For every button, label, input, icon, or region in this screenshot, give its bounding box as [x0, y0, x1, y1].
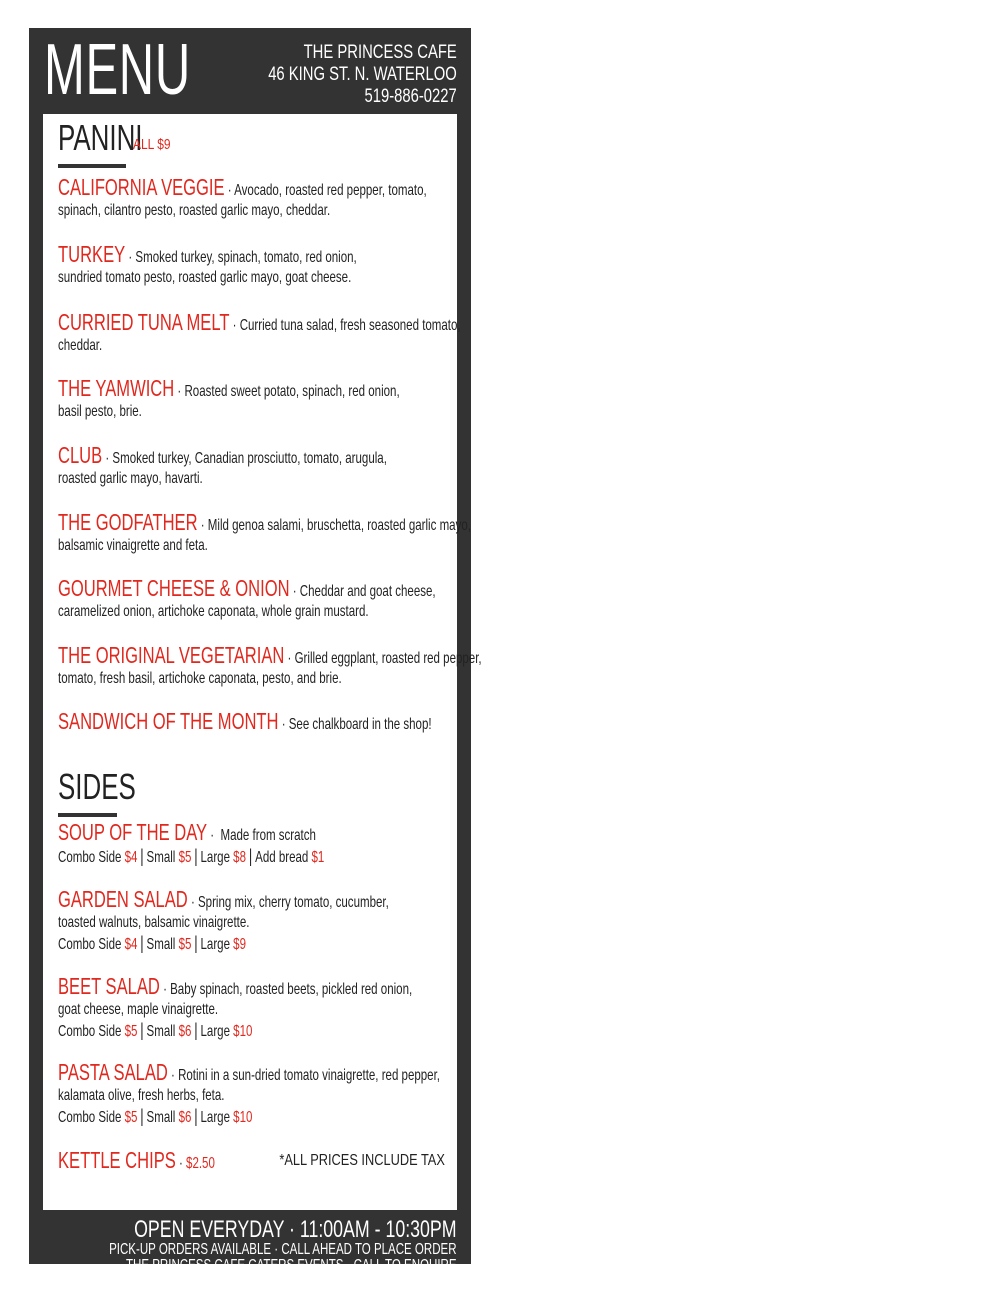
item-desc: Curried tuna salad, fresh seasoned tomato, — [239, 317, 461, 334]
price-large: $10 — [233, 1023, 253, 1040]
price-large: $10 — [233, 1109, 253, 1126]
item-name: THE ORIGINAL VEGETARIAN — [58, 642, 285, 668]
panini-price-note: ALL $9 — [133, 136, 171, 153]
panini-item: CLUB · Smoked turkey, Canadian prosciutto, tomato, arugula, roasted garlic mayo, havarti. — [58, 442, 387, 487]
panini-heading: PANINI — [58, 117, 143, 158]
cafe-address: 46 KING ST. N. WATERLOO — [268, 64, 457, 85]
tax-note: *ALL PRICES INCLUDE TAX — [279, 1152, 445, 1169]
item-desc-cont: basil pesto, brie. — [58, 403, 142, 420]
item-name: TURKEY — [58, 241, 126, 267]
item-desc-cont: kalamata olive, fresh herbs, feta. — [58, 1087, 225, 1104]
panini-item: THE YAMWICH · Roasted sweet potato, spinach, red onion, basil pesto, brie. — [58, 375, 400, 420]
menu-card — [29, 28, 482, 1274]
price-bread: $1 — [311, 849, 325, 866]
price-combo: $4 — [124, 849, 138, 866]
item-desc-cont: tomato, fresh basil, artichoke caponata, pesto, and brie. — [58, 670, 342, 687]
side-item-garden-salad: GARDEN SALAD · Spring mix, cherry tomato, cucumber, toasted walnuts, balsamic vinaigrette. Combo Side $4 | Small $5 | Large $9 — [58, 886, 389, 953]
sides-underline — [58, 813, 117, 817]
item-name: GOURMET CHEESE & ONION — [58, 575, 290, 601]
panini-item: GOURMET CHEESE & ONION · Cheddar and goat cheese, caramelized onion, artichoke caponata, whole grain mustard. — [58, 575, 436, 620]
sides-section-header — [58, 766, 166, 807]
price-combo: $5 — [124, 1023, 138, 1040]
item-desc-cont: goat cheese, maple vinaigrette. — [58, 1001, 219, 1018]
price-small: $6 — [178, 1109, 192, 1126]
price-large: $9 — [233, 936, 246, 953]
item-desc: See chalkboard in the shop! — [288, 716, 432, 733]
side-item-beet-salad: BEET SALAD · Baby spinach, roasted beets, pickled red onion, goat cheese, maple vinaigrette. Combo Side $5 | Small $6 | Large $10 — [58, 973, 413, 1040]
menu-title: MENU — [44, 30, 191, 110]
item-name: CLUB — [58, 442, 103, 468]
item-desc-cont: sundried tomato pesto, roasted garlic mayo, goat cheese. — [58, 269, 352, 286]
item-desc: Rotini in a sun-dried tomato vinaigrette, red pepper, — [178, 1067, 440, 1084]
footer — [0, 1218, 457, 1274]
item-desc-cont: toasted walnuts, balsamic vinaigrette. — [58, 914, 250, 931]
cafe-phone: 519-886-0227 — [364, 86, 457, 107]
price-row: Combo Side $5 | Small $6 | Large $10 — [58, 1020, 253, 1040]
item-desc: Grilled eggplant, roasted red pepper, — [294, 650, 482, 667]
item-name: SOUP OF THE DAY — [58, 819, 208, 845]
price-combo: $5 — [124, 1109, 138, 1126]
opening-hours: OPEN EVERYDAY · 11:00AM - 10:30PM — [134, 1216, 457, 1243]
side-item-soup: SOUP OF THE DAY · Made from scratch Combo Side $4 | Small $5 | Large $8 | Add bread $1 — [58, 819, 453, 868]
item-desc: Made from scratch — [220, 827, 316, 844]
item-name: BEET SALAD — [58, 973, 160, 999]
item-desc: Roasted sweet potato, spinach, red onion, — [184, 383, 400, 400]
price-small: $5 — [178, 936, 192, 953]
item-desc-cont: caramelized onion, artichoke caponata, whole grain mustard. — [58, 603, 369, 620]
panini-item: CALIFORNIA VEGGIE · Avocado, roasted red pepper, tomato, spinach, cilantro pesto, roasted garlic mayo, cheddar. — [58, 174, 427, 219]
sides-heading: SIDES — [58, 766, 136, 807]
price-small: $5 — [178, 849, 192, 866]
catering-note: THE PRINCESS CAFE CATERS EVENTS · CALL TO ENQUIRE — [126, 1257, 458, 1274]
item-desc: Cheddar and goat cheese, — [299, 583, 436, 600]
price-row: Combo Side $4 | Small $5 | Large $8 | Add bread $1 — [58, 846, 325, 866]
item-name: PASTA SALAD — [58, 1059, 168, 1085]
cafe-name: THE PRINCESS CAFE — [303, 42, 457, 63]
menu-panel — [43, 114, 482, 1210]
price-combo: $4 — [124, 936, 138, 953]
panini-section-header — [58, 117, 175, 158]
item-desc-cont: roasted garlic mayo, havarti. — [58, 470, 203, 487]
item-name: THE YAMWICH — [58, 375, 175, 401]
panini-item: TURKEY · Smoked turkey, spinach, tomato, red onion, sundried tomato pesto, roasted garlic mayo, goat cheese. — [58, 241, 357, 286]
pickup-note: PICK-UP ORDERS AVAILABLE · CALL AHEAD TO PLACE ORDER — [109, 1241, 457, 1258]
side-item-pasta-salad: PASTA SALAD · Rotini in a sun-dried tomato vinaigrette, red pepper, kalamata olive, fresh herbs, feta. Combo Side $5 | Small $6 | Large $10 — [58, 1059, 440, 1126]
panini-item: SANDWICH OF THE MONTH · See chalkboard in the shop! — [58, 708, 432, 734]
item-desc-cont: cheddar. — [58, 337, 103, 354]
price-large: $8 — [233, 849, 246, 866]
price-small: $6 — [178, 1023, 192, 1040]
item-desc-cont: balsamic vinaigrette and feta. — [58, 537, 208, 554]
item-desc: Smoked turkey, spinach, tomato, red onion, — [135, 249, 357, 266]
item-name: SANDWICH OF THE MONTH — [58, 708, 279, 734]
cafe-info — [215, 42, 457, 108]
side-item-kettle-chips: KETTLE CHIPS · $2.50 — [58, 1147, 215, 1173]
item-desc: Smoked turkey, Canadian prosciutto, tomato, arugula, — [112, 450, 387, 467]
item-name: THE GODFATHER — [58, 509, 198, 535]
panini-item: THE ORIGINAL VEGETARIAN · Grilled eggplant, roasted red pepper, tomato, fresh basil, artichoke caponata, pesto, and brie. — [58, 642, 482, 687]
item-desc: Avocado, roasted red pepper, tomato, — [234, 182, 427, 199]
item-name: KETTLE CHIPS — [58, 1147, 176, 1173]
item-price: $2.50 — [186, 1155, 215, 1172]
price-row: Combo Side $5 | Small $6 | Large $10 — [58, 1106, 253, 1126]
item-desc: Mild genoa salami, bruschetta, roasted garlic mayo, — [207, 517, 471, 534]
panini-item: THE GODFATHER · Mild genoa salami, bruschetta, roasted garlic mayo, balsamic vinaigrette and feta. — [58, 509, 471, 554]
item-desc: Spring mix, cherry tomato, cucumber, — [197, 894, 389, 911]
panini-underline — [58, 164, 126, 168]
panini-item: CURRIED TUNA MELT · Curried tuna salad, fresh seasoned tomato, cheddar. — [58, 309, 461, 354]
price-row: Combo Side $4 | Small $5 | Large $9 — [58, 933, 246, 953]
item-name: GARDEN SALAD — [58, 886, 188, 912]
item-desc: Baby spinach, roasted beets, pickled red onion, — [170, 981, 413, 998]
item-name: CURRIED TUNA MELT — [58, 309, 230, 335]
item-name: CALIFORNIA VEGGIE — [58, 174, 225, 200]
item-desc-cont: spinach, cilantro pesto, roasted garlic mayo, cheddar. — [58, 202, 331, 219]
